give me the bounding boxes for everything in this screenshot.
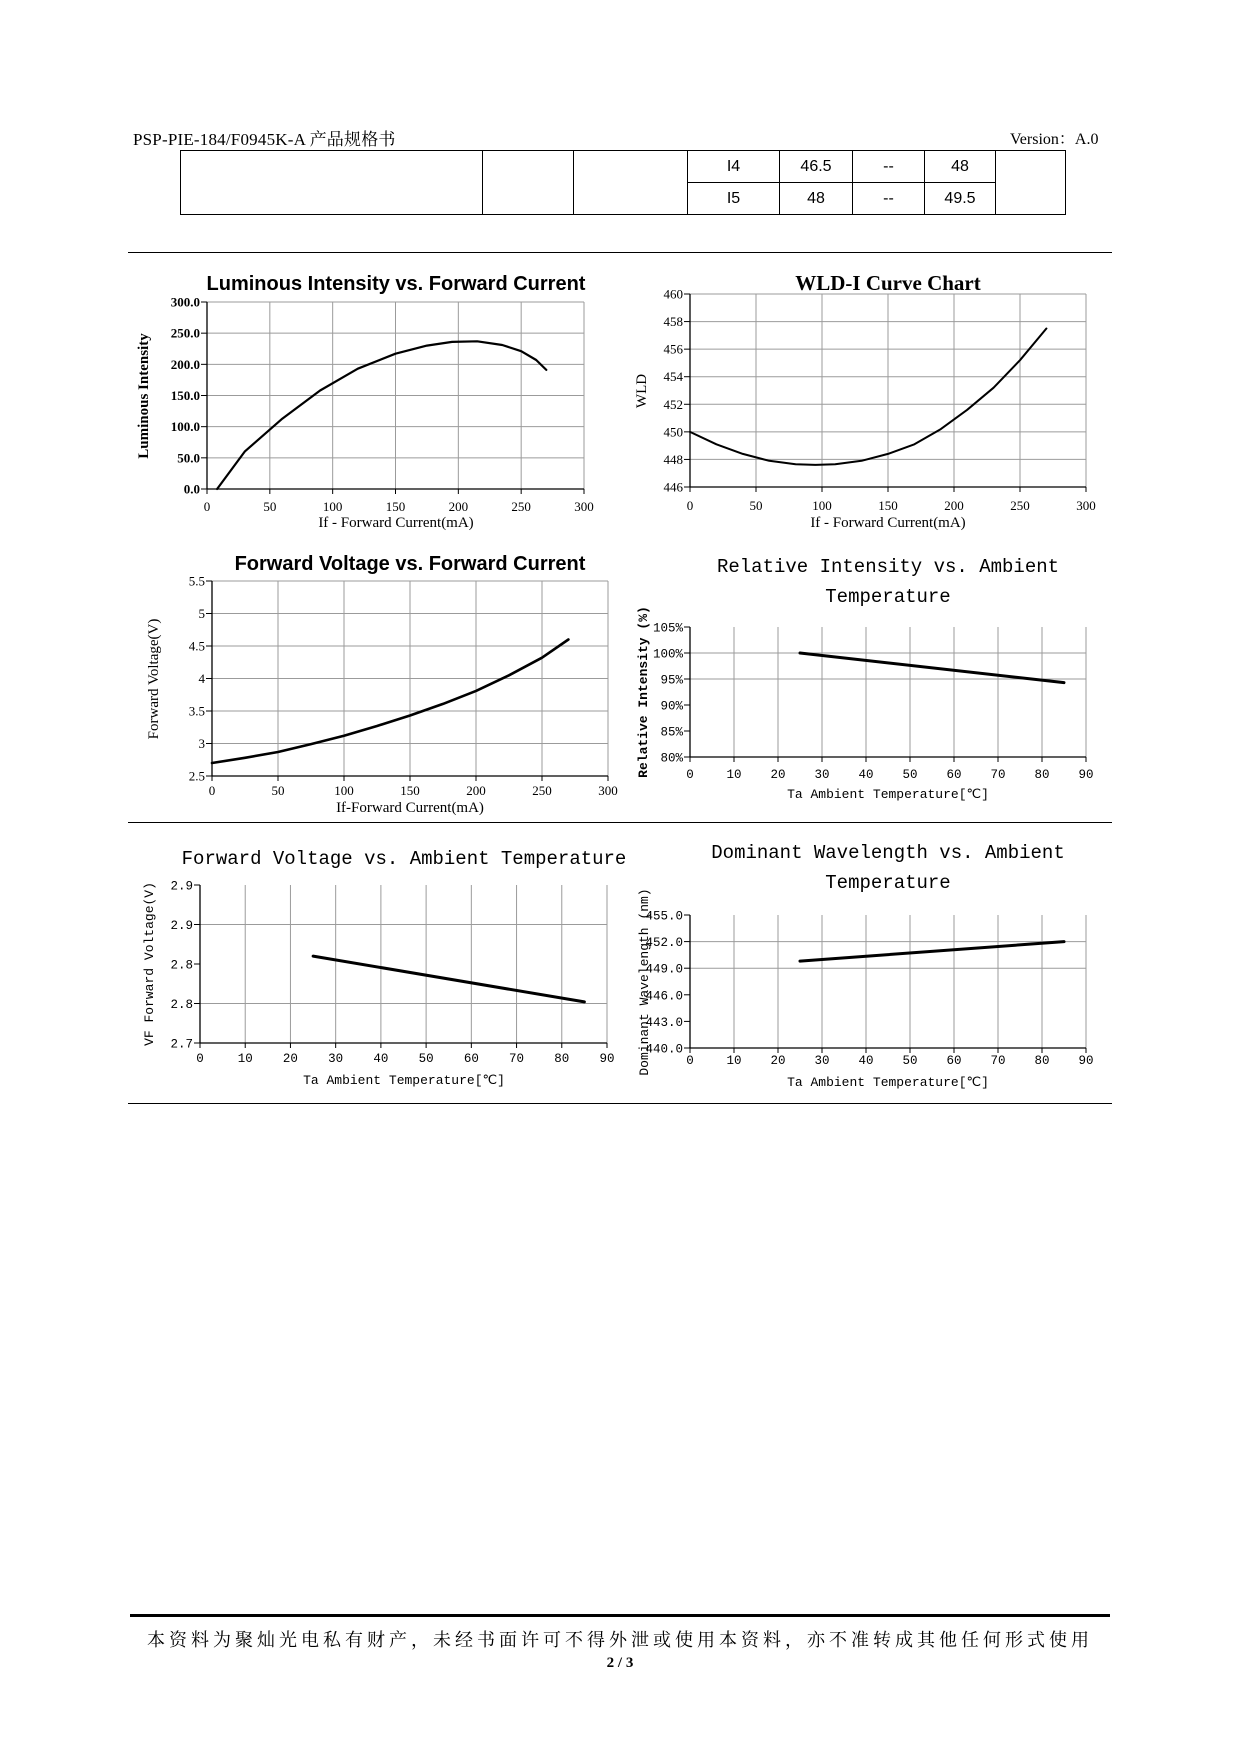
y-tick-label: 446.0 xyxy=(645,989,683,1004)
chart-title: Relative Intensity vs. Ambient xyxy=(716,556,1060,578)
y-tick-label: 2.9 xyxy=(170,919,193,933)
y-tick-label: 5 xyxy=(198,606,205,621)
x-tick-label: 20 xyxy=(770,768,786,782)
x-axis-label: If - Forward Current(mA) xyxy=(318,515,474,531)
chart-title: Dominant Wavelength vs. Ambient xyxy=(711,842,1065,864)
y-tick-label: 452 xyxy=(663,396,683,412)
x-tick-label: 90 xyxy=(1078,768,1094,782)
y-tick-label: 150.0 xyxy=(170,388,200,403)
x-tick-label: 250 xyxy=(511,499,531,514)
x-tick-label: 40 xyxy=(858,1054,874,1068)
x-tick-label: 30 xyxy=(814,768,830,782)
x-tick-label: 300 xyxy=(574,499,594,514)
table-cell-item: I5 xyxy=(688,183,780,215)
x-tick-label: 20 xyxy=(282,1052,298,1066)
y-tick-label: 454 xyxy=(663,369,683,385)
table-cell-typ: -- xyxy=(853,151,925,183)
x-tick-label: 100 xyxy=(334,783,354,798)
version-label: Version：A.0 xyxy=(1010,131,1099,148)
data-line xyxy=(313,956,584,1002)
x-tick-label: 150 xyxy=(385,499,406,514)
table-cell-min: 48 xyxy=(780,183,853,215)
y-tick-label: 80% xyxy=(660,751,683,766)
y-axis-label: WLD xyxy=(634,373,650,409)
x-tick-label: 200 xyxy=(466,783,486,798)
y-tick-label: 2.8 xyxy=(170,998,193,1012)
x-tick-label: 70 xyxy=(990,768,1006,782)
x-tick-label: 50 xyxy=(418,1052,434,1066)
x-axis-label: If-Forward Current(mA) xyxy=(336,800,484,816)
y-tick-label: 452.0 xyxy=(645,936,683,951)
chart-title: Luminous Intensity vs. Forward Current xyxy=(206,273,586,295)
y-tick-label: 3.5 xyxy=(188,703,205,719)
x-tick-label: 30 xyxy=(814,1054,830,1068)
y-tick-label: 2.5 xyxy=(188,768,205,784)
y-axis-label: Luminous Intensity xyxy=(136,333,152,459)
y-tick-label: 50.0 xyxy=(177,450,200,466)
chart-title: Forward Voltage vs. Forward Current xyxy=(234,553,586,575)
y-tick-label: 100.0 xyxy=(170,419,200,435)
y-tick-label: 2.7 xyxy=(170,1037,193,1052)
x-tick-label: 300 xyxy=(1076,498,1096,513)
x-tick-label: 10 xyxy=(237,1052,253,1066)
y-axis-label: Relative Intensity (%) xyxy=(636,606,651,778)
y-tick-label: 5.5 xyxy=(188,573,205,589)
y-tick-label: 0.0 xyxy=(183,481,200,497)
y-tick-label: 300.0 xyxy=(170,294,200,310)
y-tick-label: 85% xyxy=(660,725,683,740)
y-tick-label: 90% xyxy=(660,699,683,714)
y-tick-label: 2.9 xyxy=(170,879,193,894)
x-tick-label: 80 xyxy=(554,1052,570,1066)
x-tick-label: 40 xyxy=(858,768,874,782)
data-line xyxy=(212,640,568,764)
x-tick-label: 100 xyxy=(812,498,832,513)
chart-title: Forward Voltage vs. Ambient Temperature xyxy=(181,848,627,870)
x-tick-label: 80 xyxy=(1034,1054,1050,1068)
table-cell-item: I4 xyxy=(688,151,780,183)
y-tick-label: 440.0 xyxy=(645,1042,683,1057)
x-axis-label: If - Forward Current(mA) xyxy=(810,515,966,531)
x-tick-label: 0 xyxy=(686,498,694,513)
x-tick-label: 0 xyxy=(196,1052,204,1066)
y-tick-label: 4.5 xyxy=(188,638,205,654)
x-tick-label: 60 xyxy=(946,768,962,782)
table-cell-min: 46.5 xyxy=(780,151,853,183)
document-title: PSP-PIE-184/F0945K-A 产品规格书 xyxy=(133,130,396,149)
x-tick-label: 10 xyxy=(726,768,742,782)
x-tick-label: 0 xyxy=(686,768,694,782)
x-tick-label: 50 xyxy=(902,1054,918,1068)
y-axis-label: Forward Voltage(V) xyxy=(146,618,162,740)
x-tick-label: 50 xyxy=(263,499,277,514)
page-number: 2 / 3 xyxy=(606,1655,634,1671)
table-cell-max: 49.5 xyxy=(925,183,996,215)
y-tick-label: 460 xyxy=(663,286,683,302)
y-tick-label: 250.0 xyxy=(170,325,200,341)
chart-title: WLD-I Curve Chart xyxy=(795,271,981,295)
x-tick-label: 0 xyxy=(686,1054,694,1068)
x-tick-label: 100 xyxy=(322,499,343,514)
y-tick-label: 449.0 xyxy=(645,962,683,977)
x-tick-label: 60 xyxy=(463,1052,479,1066)
y-tick-label: 95% xyxy=(660,673,683,688)
x-tick-label: 200 xyxy=(944,498,964,513)
x-tick-label: 150 xyxy=(400,783,420,798)
x-tick-label: 50 xyxy=(749,498,763,513)
x-tick-label: 50 xyxy=(902,768,918,782)
x-tick-label: 60 xyxy=(946,1054,962,1068)
y-tick-label: 456 xyxy=(663,341,683,357)
y-tick-label: 455.0 xyxy=(645,909,683,924)
x-tick-label: 80 xyxy=(1034,768,1050,782)
y-tick-label: 446 xyxy=(663,479,683,495)
x-tick-label: 0 xyxy=(203,499,211,514)
x-axis-label: Ta Ambient Temperature[℃] xyxy=(787,787,989,802)
y-tick-label: 443.0 xyxy=(645,1015,683,1030)
y-axis-label: Dominant Wavelength (nm) xyxy=(637,888,652,1076)
y-tick-label: 2.8 xyxy=(170,958,193,973)
x-axis-label: Ta Ambient Temperature[℃] xyxy=(303,1073,505,1088)
x-tick-label: 10 xyxy=(726,1054,742,1068)
table-cell-max: 48 xyxy=(925,151,996,183)
x-tick-label: 90 xyxy=(599,1052,615,1066)
x-tick-label: 300 xyxy=(598,783,618,798)
table-cell-typ: -- xyxy=(853,183,925,215)
chart-title: Temperature xyxy=(825,872,951,894)
x-tick-label: 20 xyxy=(770,1054,786,1068)
x-tick-label: 250 xyxy=(532,783,552,798)
y-tick-label: 450 xyxy=(663,424,683,440)
x-tick-label: 150 xyxy=(878,498,898,513)
y-tick-label: 100% xyxy=(652,647,683,662)
x-tick-label: 70 xyxy=(509,1052,525,1066)
data-line xyxy=(800,942,1064,962)
data-line xyxy=(800,653,1064,683)
y-tick-label: 4 xyxy=(198,671,205,686)
footer-rule xyxy=(130,1614,1110,1617)
x-tick-label: 70 xyxy=(990,1054,1006,1068)
y-tick-label: 200.0 xyxy=(170,356,200,372)
x-tick-label: 90 xyxy=(1078,1054,1094,1068)
y-tick-label: 448 xyxy=(663,451,683,467)
y-axis-label: VF Forward Voltage(V) xyxy=(142,882,157,1046)
chart-title: Temperature xyxy=(825,586,951,608)
x-tick-label: 30 xyxy=(328,1052,344,1066)
y-tick-label: 105% xyxy=(652,621,683,636)
x-tick-label: 0 xyxy=(208,783,216,798)
x-tick-label: 50 xyxy=(271,783,285,798)
x-tick-label: 200 xyxy=(448,499,469,514)
y-tick-label: 3 xyxy=(198,736,205,751)
x-axis-label: Ta Ambient Temperature[℃] xyxy=(787,1075,989,1090)
x-tick-label: 40 xyxy=(373,1052,389,1066)
x-tick-label: 250 xyxy=(1010,498,1030,513)
y-tick-label: 458 xyxy=(663,314,683,330)
data-line xyxy=(217,341,546,489)
footer-notice: 本资料为聚灿光电私有财产，未经书面许可不得外泄或使用本资料，亦不准转成其他任何形式使用 xyxy=(147,1630,1093,1650)
